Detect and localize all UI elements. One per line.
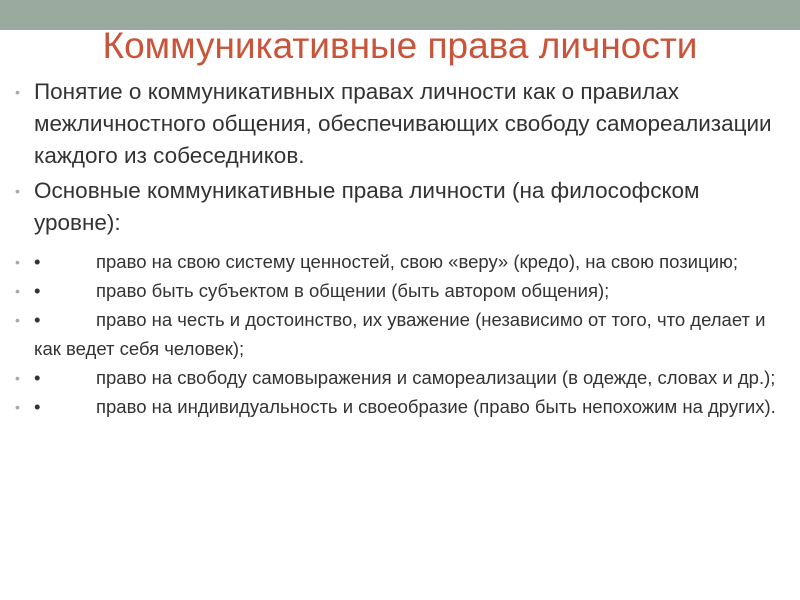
list-item (0, 247, 780, 276)
list-item-text: право на свою систему ценностей, свою «веру» (кредо), на свою позицию; (96, 251, 738, 272)
inner-bullet-icon: • (34, 367, 41, 388)
list-item-text: право быть субъектом в общении (быть автором общения); (96, 280, 610, 301)
list-item (0, 392, 780, 421)
list-item-text: право на индивидуальность и своеобразие (право быть непохожим на других). (96, 396, 776, 417)
inner-bullet-icon: • (34, 309, 41, 330)
bullet-icon: • (15, 283, 20, 299)
list-item (0, 363, 780, 392)
list-item (0, 76, 780, 172)
inner-bullet-icon: • (34, 396, 41, 417)
bullet-list (0, 76, 780, 421)
slide-title: Коммуникативные права личности (102, 25, 698, 66)
list-item-text: право на свободу самовыражения и самореализации (в одежде, словах и др.); (96, 367, 776, 388)
bullet-icon: • (15, 183, 20, 199)
bullet-icon: • (15, 399, 20, 415)
bullet-icon: • (15, 312, 20, 328)
bullet-icon: • (15, 254, 20, 270)
list-item (0, 175, 780, 239)
list-item (0, 276, 780, 305)
inner-bullet-icon: • (34, 280, 41, 301)
list-item (0, 305, 780, 363)
list-item-text: Основные коммуникативные права личности (на философском уровне): (34, 178, 700, 235)
bullet-icon: • (15, 370, 20, 386)
list-item-text: Понятие о коммуникативных правах личности как о правилах межличностного общения, обеспечивающих свободу самореализации каждого из собеседников. (34, 79, 772, 168)
list-item-text: право на честь и достоинство, их уважение (независимо от того, что делает и как ведет себя человек); (34, 309, 766, 359)
bullet-icon: • (15, 84, 20, 100)
inner-bullet-icon: • (34, 251, 41, 272)
